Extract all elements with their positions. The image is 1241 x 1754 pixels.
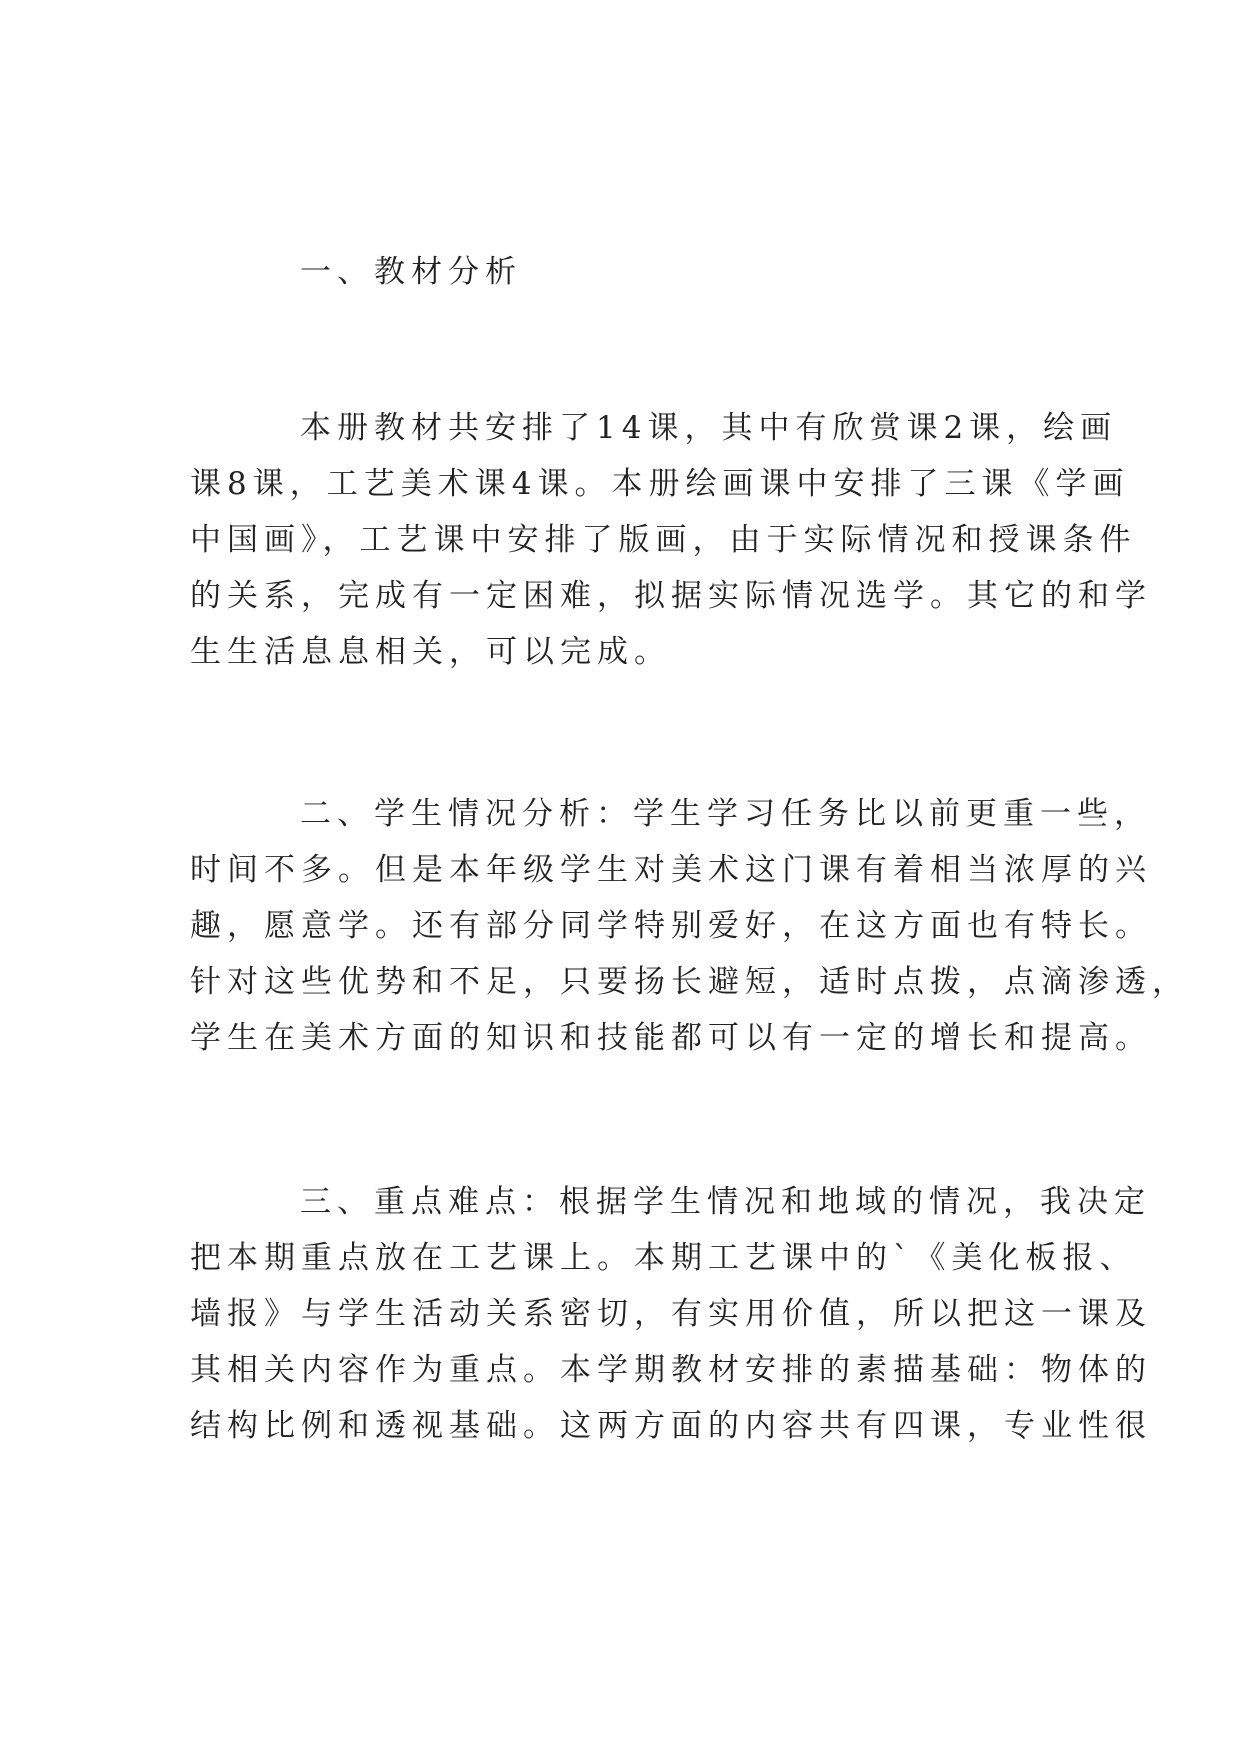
paragraph-line: 二、学生情况分析：学生学习任务比以前更重一些， [300, 796, 1151, 832]
paragraph-line: 三、重点难点：根据学生情况和地域的情况，我决定 [300, 1184, 1151, 1220]
paragraph-line: 中国画》，工艺课中安排了版画，由于实际情况和授课条件 [190, 522, 1137, 558]
paragraph-line: 把本期重点放在工艺课上。本期工艺课中的`《美化板报、 [190, 1240, 1137, 1276]
paragraph-line: 时间不多。但是本年级学生对美术这门课有着相当浓厚的兴 [190, 852, 1152, 888]
paragraph-line: 其相关内容作为重点。本学期教材安排的素描基础：物体的 [190, 1352, 1152, 1388]
paragraph-line: 课8课，工艺美术课4课。本册绘画课中安排了三课《学画 [190, 466, 1130, 502]
paragraph-line: 本册教材共安排了14课，其中有欣赏课2课，绘画 [300, 410, 1118, 446]
paragraph-line: 趣，愿意学。还有部分同学特别爱好，在这方面也有特长。 [190, 908, 1152, 944]
paragraph-line: 学生在美术方面的知识和技能都可以有一定的增长和提高。 [190, 1020, 1152, 1056]
paragraph-line: 生生活息息相关，可以完成。 [190, 634, 671, 670]
paragraph-line: 结构比例和透视基础。这两方面的内容共有四课，专业性很 [190, 1408, 1152, 1444]
paragraph-line: 墙报》与学生活动关系密切，有实用价值，所以把这一课及 [190, 1296, 1152, 1332]
section1-heading: 一、教材分析 [300, 254, 522, 290]
paragraph-line: 的关系，完成有一定困难，拟据实际情况选学。其它的和学 [190, 578, 1152, 614]
paragraph-line: 针对这些优势和不足，只要扬长避短，适时点拨，点滴渗透， [190, 964, 1189, 1000]
